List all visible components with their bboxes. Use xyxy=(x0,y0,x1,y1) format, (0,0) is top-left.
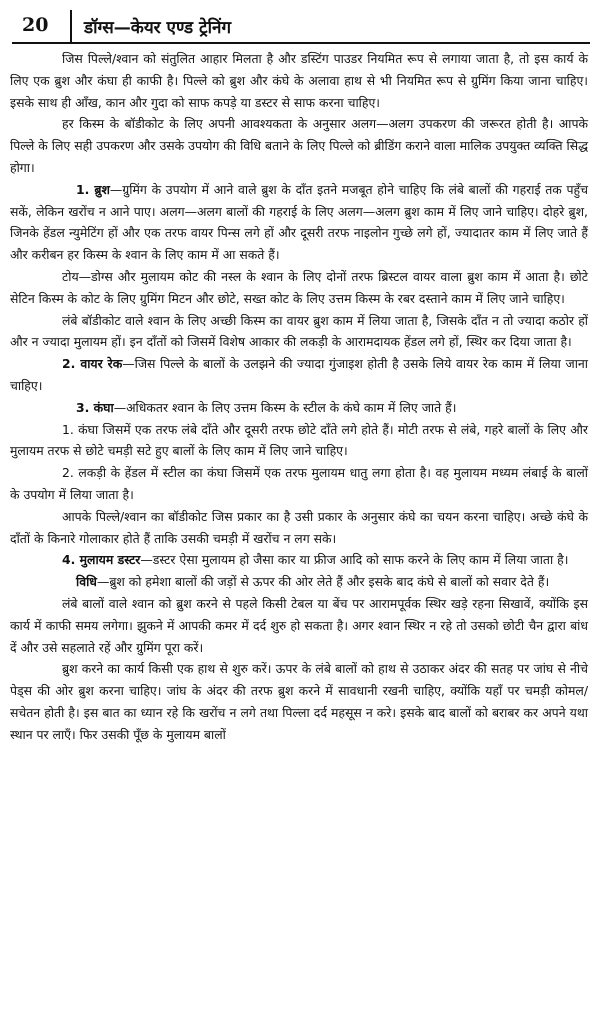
section-heading: 2. वायर रेक xyxy=(62,356,123,372)
paragraph-text: 1. कंघा जिसमें एक तरफ लंबे दाँते और दूसरी तरफ छोटे दाँते लगे होते हैं। मोटी तरफ से लंबे, गहरे बालों के लिए और मुलायम तरफ से छोटे चमड़ी सटे हुए बालों के लिए काम में लिए जाने चाहिए। xyxy=(10,421,588,459)
page-number: 20 xyxy=(22,14,49,36)
paragraph xyxy=(10,419,588,463)
page-body xyxy=(10,48,588,746)
section-method xyxy=(10,571,588,593)
paragraph-text: जिस पिल्ले/श्वान को संतुलित आहार मिलता है और डस्टिंग पाउडर नियमित रूप से लगाया जाता है, तो इस कार्य के लिए एक ब्रुश और कंघा ही काफी है। पिल्ले को ब्रुश और कंघे के अलावा हाथ से भी नियमित रूप से ग्रुमिंग किया जाना चाहिए। इसके साथ ही आँख, कान और गुदा को साफ कपड़े या डस्टर से साफ करना चाहिए। xyxy=(10,51,588,110)
section-comb xyxy=(10,397,588,419)
page-header xyxy=(12,10,590,44)
section-heading: विधि xyxy=(76,574,97,590)
paragraph-text: 2. लकड़ी के हेंडल में स्टील का कंघा जिसमें एक तरफ मुलायम धातु लगा होता है। वह मुलायम मध्यम लंबाई के बालों के उपयोग में लिया जाता है। xyxy=(10,465,588,502)
paragraph xyxy=(10,658,588,745)
paragraph-text: ब्रुश करने का कार्य किसी एक हाथ से शुरु करें। ऊपर के लंबे बालों को हाथ से उठाकर अंदर की सतह पर जांघ से नीचे पेड्स की ओर ब्रुश करना चाहिए। जांघ के अंदर की तरफ ब्रुश करने में सावधानी रखनी चाहिए, क्योंकि यहाँ पर चमड़ी कोमल/सचेतन होती है। इस बात का ध्यान रहे कि खरोंच न लगे तथा पिल्ला दर्द महसूस न करे। इसके बाद बालों को बराबर कर अपने यथा स्थान पर लाएँ। फिर उसकी पूँछ के मुलायम बालों xyxy=(10,661,588,742)
section-heading: 1. ब्रुश xyxy=(76,181,110,197)
paragraph xyxy=(10,310,588,354)
section-wire-rake xyxy=(10,353,588,397)
paragraph xyxy=(10,593,588,658)
section-heading: 4. मुलायम डस्टर xyxy=(62,552,141,568)
paragraph-text: —ब्रुश को हमेशा बालों की जड़ों से ऊपर की ओर लेते हैं और इसके बाद कंघे से बालों को सवार देते हैं। xyxy=(96,574,550,590)
header-divider xyxy=(70,10,72,42)
section-brush xyxy=(10,179,588,266)
section-duster xyxy=(10,549,588,571)
paragraph xyxy=(10,462,588,506)
paragraph-text: लंबे बालों वाले श्वान को ब्रुश करने से पहले किसी टेबल या बेंच पर आरामपूर्वक स्थिर खड़े रहना सिखावें, क्योंकि इस कार्य में काफी समय लगेगा। झुकने में आपकी कमर में दर्द शुरु हो सकता है। अगर श्वान स्थिर न रहे तो उसको छोटी चैन द्वारा बांध दें और उसे सहलाते रहें और ग्रुमिंग पूरा करें। xyxy=(10,595,588,655)
paragraph-text: —अधिकतर श्वान के लिए उत्तम किस्म के स्टील के कंघे काम में लिए जाते हैं। xyxy=(113,399,457,415)
paragraph xyxy=(10,266,588,310)
paragraph-text: हर किस्म के बॉडीकोट के लिए अपनी आवश्यकता के अनुसार अलग—अलग उपकरण की जरूरत होती है। आपके पिल्ले के लिए सही उपकरण और उसके उपयोग की विधि बताने के लिए पिल्ले को ब्रीडिंग कराने वाला मालिक उपयुक्त व्यक्ति सिद्ध होगा। xyxy=(10,116,588,175)
paragraph-text: —ग्रुमिंग के उपयोग में आने वाले ब्रुश के दाँत इतने मजबूत होने चाहिए कि लंबे बालों की गहराई तक पहुँच सकें, लेकिन खरोंच न आने पाए। अलग—अलग बालों की गहराई के लिए अलग—अलग ब्रुश काम में लिए जाने चाहिए। दोहरे ब्रुश, जिनके हेंडल न्युमेटिंग हों और एक तरफ वायर पिन्स लगे हों और दूसरी तरफ नाइलोन गुच्छे लगे हों, ज्यादातर काम में लिए जाते हैं और करीबन हर किस्म के श्वान के लिए काम में आ सकते हैं। xyxy=(10,181,588,263)
paragraph-text: लंबे बॉडीकोट वाले श्वान के लिए अच्छी किस्म का वायर ब्रुश काम में लिया जाता है, जिसके दाँत न तो ज्यादा कठोर हों और न ज्यादा मुलायम हों। इन दाँतों को जिसमें विशेष आकार की लकड़ी के आरामदायक हेंडल लगे हों, स्थिर कर दिया जाता है। xyxy=(10,312,588,350)
running-title: डॉग्स—केयर एण्ड ट्रेनिंग xyxy=(84,18,232,38)
paragraph xyxy=(10,113,588,178)
paragraph-text: —डस्टर ऐसा मुलायम हो जैसा कार या फ्रीज आदि को साफ करने के लिए काम में लिया जाता है। xyxy=(140,552,569,568)
section-heading: 3. कंघा xyxy=(76,399,114,415)
paragraph xyxy=(10,506,588,550)
paragraph-text: —जिस पिल्ले के बालों के उलझने की ज्यादा गुंजाइश होती है उसके लिये वायर रेक काम में लिया जाना चाहिए। xyxy=(10,356,588,393)
paragraph-text: आपके पिल्ले/श्वान का बॉडीकोट जिस प्रकार का है उसी प्रकार के अनुसार कंघे का चयन करना चाहिए। अच्छे कंघे के दाँतों के किनारे गोलाकार होते हैं ताकि उसकी चमड़ी में खरोंच न लग सके। xyxy=(10,508,588,546)
paragraph xyxy=(10,48,588,113)
paragraph-text: टोय—डोग्स और मुलायम कोट की नस्ल के श्वान के लिए दोनों तरफ ब्रिस्टल वायर वाला ब्रुश काम में आता है। छोटे सेटिन किस्म के कोट के लिए ग्रुमिंग मिटन और छोटे, सख्त कोट के लिए उत्तम किस्म के रबर दस्ताने काम में लिए जाने चाहिए। xyxy=(10,268,588,306)
